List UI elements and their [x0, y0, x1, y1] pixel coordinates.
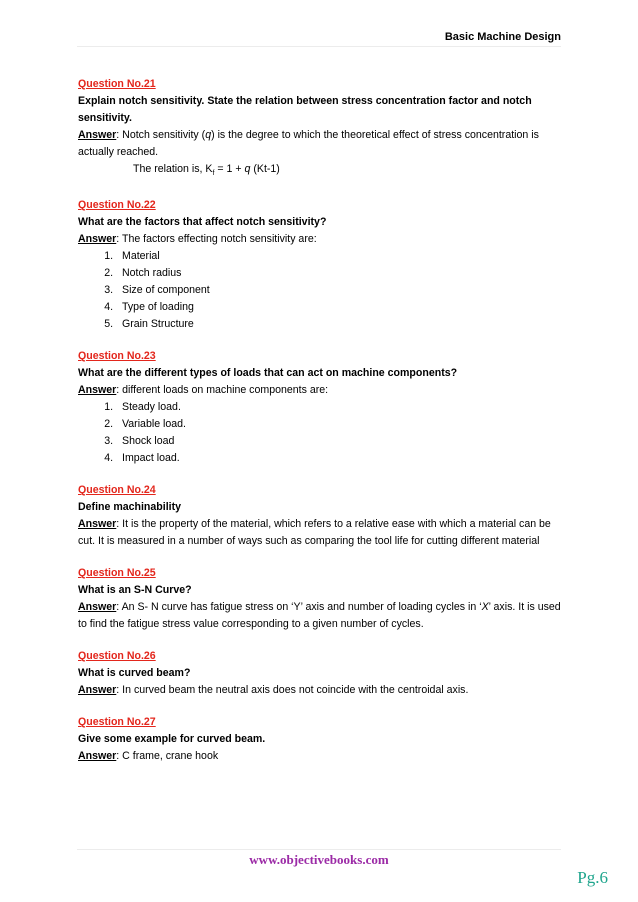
answer-label: Answer	[78, 750, 117, 763]
answer-label: Answer	[78, 684, 117, 697]
question-26	[78, 648, 562, 699]
footer-rule	[77, 849, 561, 850]
header-rule	[77, 46, 561, 47]
answer-list	[78, 248, 562, 333]
question-25	[78, 565, 562, 633]
question-text: Give some example for curved beam.	[78, 733, 266, 746]
list-item: 3. Size of component	[116, 282, 562, 299]
page-number: Pg.6	[577, 868, 608, 887]
question-21	[78, 76, 562, 182]
answer-label: Answer	[78, 518, 117, 531]
list-item: 1. Steady load.	[116, 399, 562, 416]
question-number: Question No.24	[78, 484, 156, 497]
answer: Answer: It is the property of the material, which refers to a relative ease with which a material can be cut. It is measured in a number of ways such as comparing the tool life for cutting different material	[78, 518, 551, 548]
answer: Answer: An S- N curve has fatigue stress on ‘Y’ axis and number of loading cycles in ‘X’ axis. It is used to find the fatigue stress value corresponding to a given number of cycles.	[78, 601, 561, 631]
question-text: What is curved beam?	[78, 667, 191, 680]
question-text: What is an S-N Curve?	[78, 584, 192, 597]
question-text: What are the factors that affect notch sensitivity?	[78, 216, 327, 229]
answer-label: Answer	[78, 129, 117, 141]
list-item: 1. Material	[116, 248, 562, 265]
question-number: Question No.26	[78, 650, 156, 663]
list-item: 2. Notch radius	[116, 265, 562, 282]
question-text: Explain notch sensitivity. State the relation between stress concentration factor and notch sensitivity.	[78, 95, 532, 124]
list-item: 2. Variable load.	[116, 416, 562, 433]
answer: Answer: Notch sensitivity (q) is the degree to which the theoretical effect of stress concentration is actually reached.	[78, 129, 539, 158]
list-item: 5. Grain Structure	[116, 316, 562, 333]
question-23	[78, 348, 562, 467]
footer-website-link[interactable]: www.objectivebooks.com	[249, 852, 389, 867]
relation-formula: The relation is, $K_f = 1 + q$ (Kt-1)	[133, 163, 280, 178]
answer: Answer: different loads on machine components are:	[78, 384, 329, 397]
question-text: Define machinability	[78, 501, 182, 514]
question-list	[78, 76, 562, 780]
question-number: Question No.23	[78, 350, 156, 363]
page-header-title: Basic Machine Design	[444, 31, 561, 43]
answer-label: Answer	[78, 233, 117, 246]
list-item: 4. Type of loading	[116, 299, 562, 316]
question-22	[78, 197, 562, 333]
question-number: Question No.25	[78, 567, 156, 580]
question-number: Question No.21	[78, 78, 156, 90]
question-number: Question No.22	[78, 199, 156, 212]
answer-label: Answer	[78, 601, 117, 614]
answer-list	[78, 399, 562, 467]
answer: Answer: The factors effecting notch sensitivity are:	[78, 233, 317, 246]
question-text: What are the different types of loads that can act on machine components?	[78, 367, 458, 380]
list-item: 4. Impact load.	[116, 450, 562, 467]
question-24	[78, 482, 562, 550]
answer: Answer: In curved beam the neutral axis does not coincide with the centroidal axis.	[78, 684, 469, 697]
answer: Answer: C frame, crane hook	[78, 750, 219, 763]
question-27	[78, 714, 562, 765]
answer-label: Answer	[78, 384, 117, 397]
list-item: 3. Shock load	[116, 433, 562, 450]
question-number: Question No.27	[78, 716, 156, 729]
